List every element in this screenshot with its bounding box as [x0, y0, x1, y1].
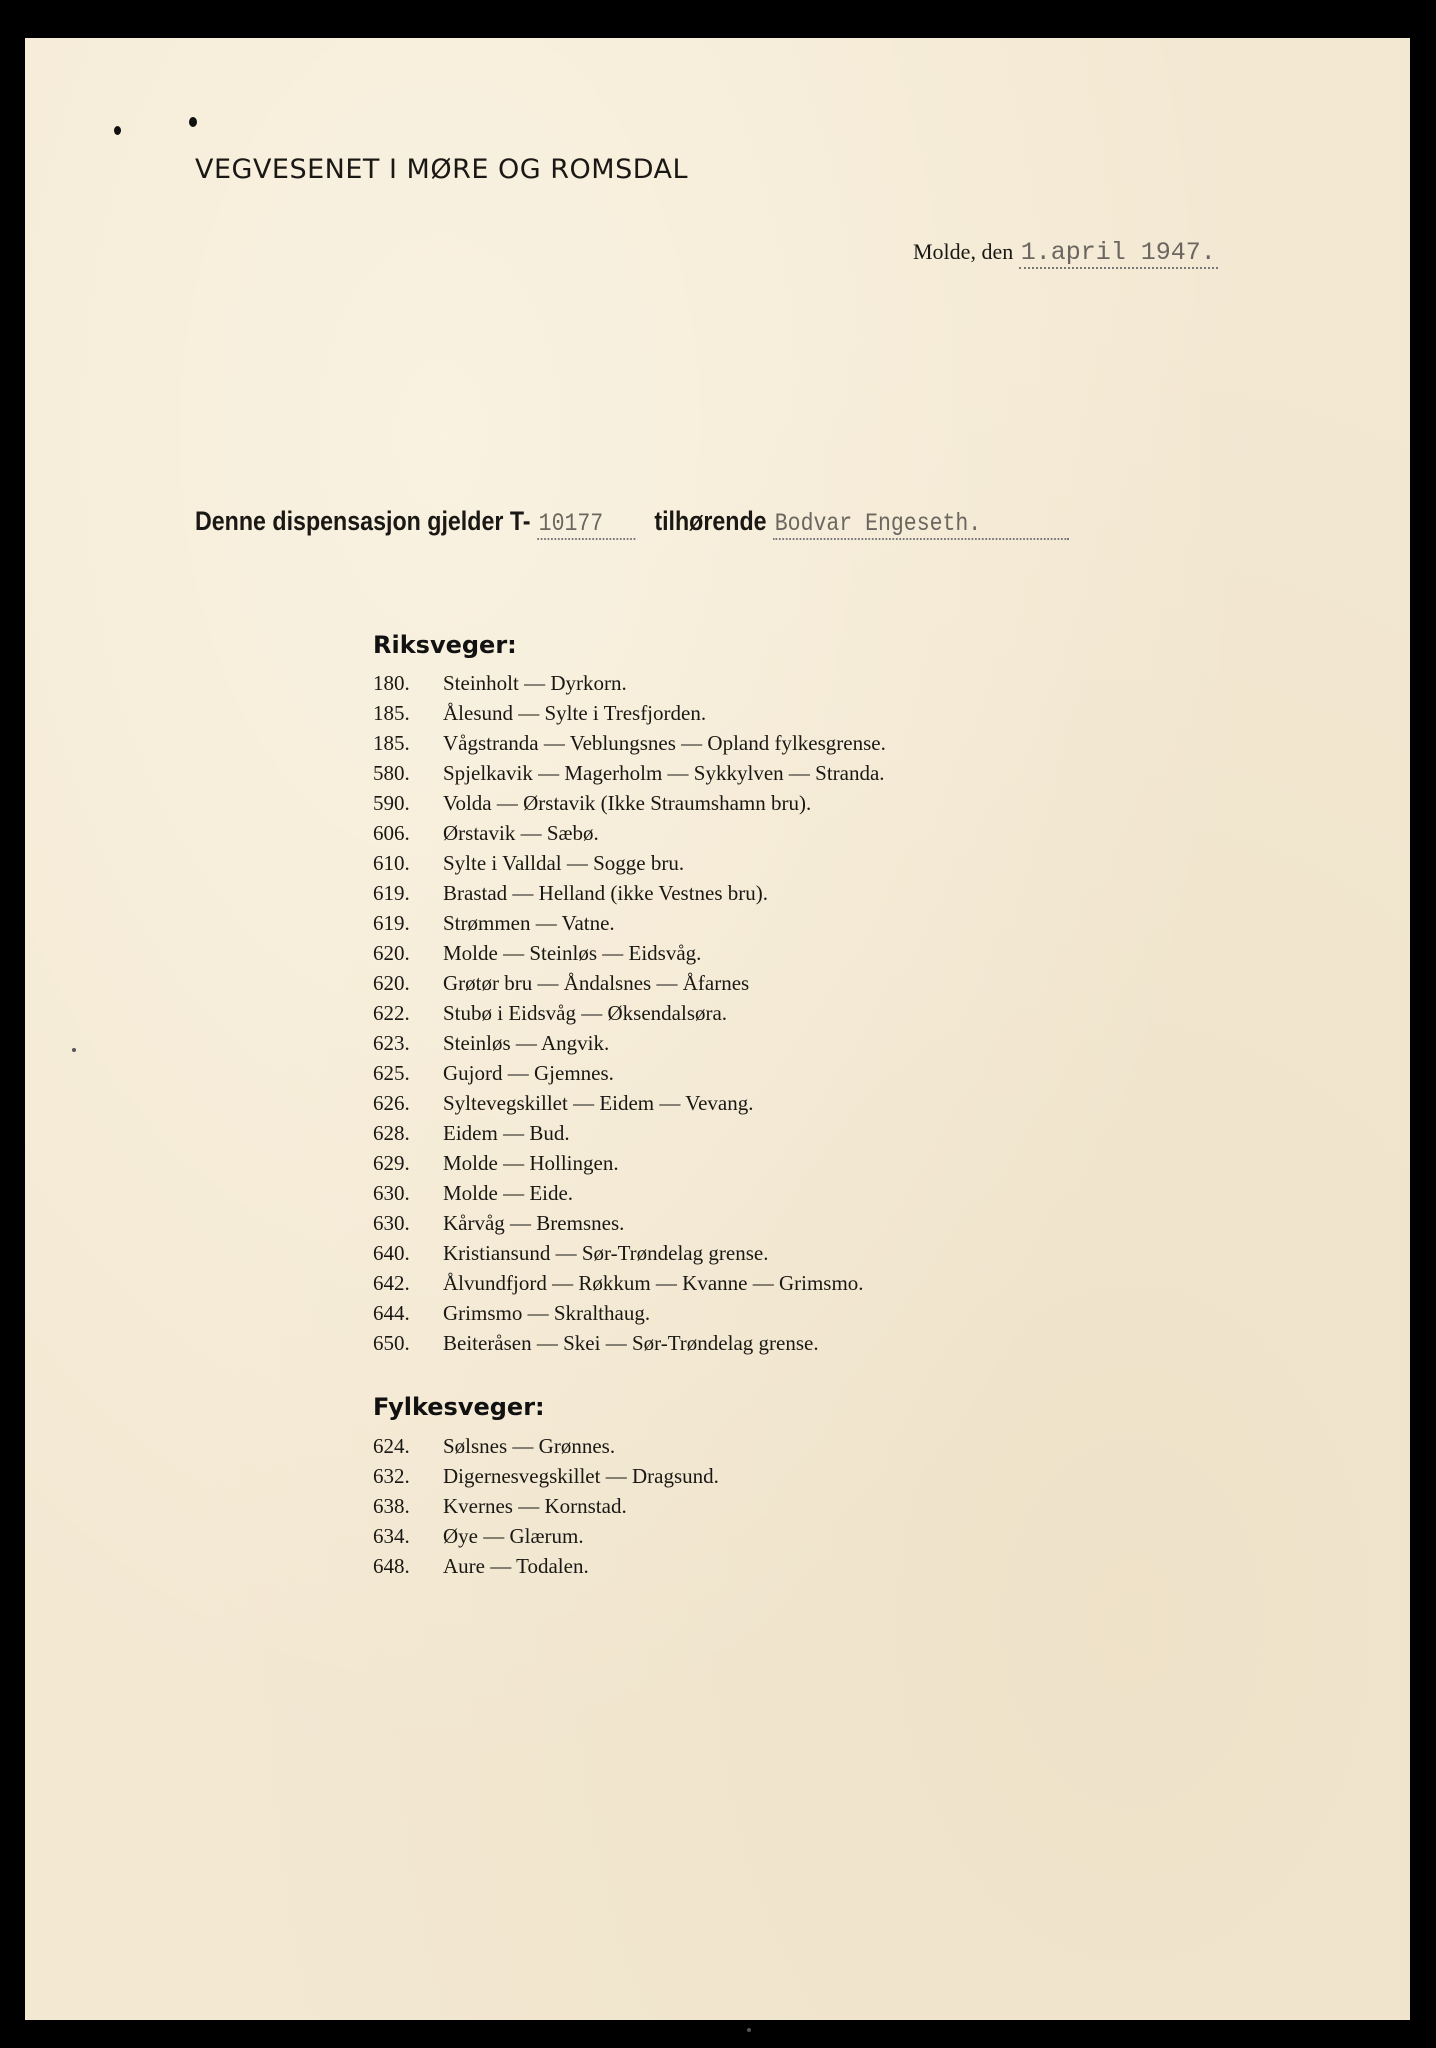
route-number: 626. [373, 1091, 410, 1115]
fylkesveger-list [373, 1431, 719, 1581]
route-number: 642. [373, 1271, 410, 1295]
route-number: 648. [373, 1554, 410, 1578]
punch-hole [114, 126, 121, 135]
route-row [373, 1551, 719, 1581]
route-name: Ørstavik — Sæbø. [443, 821, 599, 845]
route-row [373, 1208, 886, 1238]
route-row [373, 968, 886, 998]
route-number: 638. [373, 1494, 410, 1518]
route-number: 610. [373, 851, 410, 875]
vehicle-number-field: 10177 [537, 509, 635, 540]
route-row [373, 998, 886, 1028]
route-row [373, 1461, 719, 1491]
route-row [373, 818, 886, 848]
paper-speck [72, 1048, 76, 1052]
route-row [373, 1268, 886, 1298]
route-number: 640. [373, 1241, 410, 1265]
route-name: Spjelkavik — Magerholm — Sykkylven — Stranda. [443, 761, 885, 785]
route-number: 628. [373, 1121, 410, 1145]
route-name: Stubø i Eidsvåg — Øksendalsøra. [443, 1001, 728, 1025]
dateline-prefix: Molde, den [913, 239, 1014, 264]
route-row [373, 908, 886, 938]
route-number: 185. [373, 701, 410, 725]
route-name: Eidem — Bud. [443, 1121, 570, 1145]
route-name: Kårvåg — Bremsnes. [443, 1211, 625, 1235]
route-row [373, 1088, 886, 1118]
route-name: Sølsnes — Grønnes. [443, 1434, 616, 1458]
route-name: Molde — Steinløs — Eidsvåg. [443, 941, 702, 965]
route-number: 625. [373, 1061, 410, 1085]
route-name: Steinløs — Angvik. [443, 1031, 610, 1055]
dispensation-line [195, 506, 1069, 540]
route-row [373, 938, 886, 968]
route-number: 630. [373, 1181, 410, 1205]
route-name: Digernesvegskillet — Dragsund. [443, 1464, 719, 1488]
route-row [373, 1178, 886, 1208]
route-number: 620. [373, 941, 410, 965]
route-number: 623. [373, 1031, 410, 1055]
route-row [373, 1058, 886, 1088]
route-name: Molde — Hollingen. [443, 1151, 619, 1175]
route-name: Strømmen — Vatne. [443, 911, 615, 935]
route-row [373, 1328, 886, 1358]
route-number: 624. [373, 1434, 410, 1458]
route-name: Beiteråsen — Skei — Sør-Trøndelag grense. [443, 1331, 819, 1355]
punch-hole [189, 117, 197, 127]
date-field: 1.april 1947. [1020, 238, 1216, 267]
route-name: Brastad — Helland (ikke Vestnes bru). [443, 881, 769, 905]
route-name: Ålvundfjord — Røkkum — Kvanne — Grimsmo. [443, 1271, 864, 1295]
riksveger-list [373, 668, 886, 1358]
route-number: 622. [373, 1001, 410, 1025]
route-row [373, 1431, 719, 1461]
owner-name-field: Bodvar Engeseth. [773, 509, 1069, 540]
route-number: 180. [373, 671, 410, 695]
route-row [373, 1491, 719, 1521]
route-number: 634. [373, 1524, 410, 1548]
route-row [373, 1118, 886, 1148]
route-row [373, 848, 886, 878]
route-name: Syltevegskillet — Eidem — Vevang. [443, 1091, 754, 1115]
route-name: Vågstranda — Veblungsnes — Opland fylkesgrense. [443, 731, 886, 755]
route-name: Steinholt — Dyrkorn. [443, 671, 627, 695]
dateline [913, 238, 1218, 267]
route-row [373, 1028, 886, 1058]
riksveger-heading: Riksveger: [373, 631, 517, 659]
route-name: Ålesund — Sylte i Tresfjorden. [443, 701, 707, 725]
route-name: Volda — Ørstavik (Ikke Straumshamn bru). [443, 791, 812, 815]
route-name: Gujord — Gjemnes. [443, 1061, 614, 1085]
fylkesveger-heading: Fylkesveger: [373, 1393, 545, 1421]
route-number: 650. [373, 1331, 410, 1355]
route-name: Molde — Eide. [443, 1181, 574, 1205]
route-row [373, 698, 886, 728]
route-number: 630. [373, 1211, 410, 1235]
owner-label: tilhørende [654, 506, 767, 536]
paper-speck [747, 2028, 751, 2032]
dispensation-label: Denne dispensasjon gjelder T- [195, 506, 531, 536]
route-row [373, 1298, 886, 1328]
route-number: 620. [373, 971, 410, 995]
route-name: Kristiansund — Sør-Trøndelag grense. [443, 1241, 769, 1265]
route-number: 632. [373, 1464, 410, 1488]
route-number: 580. [373, 761, 410, 785]
route-name: Grøtør bru — Åndalsnes — Åfarnes [443, 971, 750, 995]
route-number: 644. [373, 1301, 410, 1325]
route-row [373, 1148, 886, 1178]
route-row [373, 668, 886, 698]
route-row [373, 1521, 719, 1551]
letterhead: VEGVESENET I MØRE OG ROMSDAL [195, 154, 689, 185]
route-row [373, 728, 886, 758]
route-number: 185. [373, 731, 410, 755]
route-row [373, 1238, 886, 1268]
route-name: Aure — Todalen. [443, 1554, 589, 1578]
route-number: 590. [373, 791, 410, 815]
route-number: 606. [373, 821, 410, 845]
route-number: 619. [373, 911, 410, 935]
route-name: Øye — Glærum. [443, 1524, 584, 1548]
route-number: 629. [373, 1151, 410, 1175]
route-row [373, 758, 886, 788]
route-row [373, 788, 886, 818]
route-name: Kvernes — Kornstad. [443, 1494, 627, 1518]
route-name: Grimsmo — Skralthaug. [443, 1301, 651, 1325]
route-name: Sylte i Valldal — Sogge bru. [443, 851, 685, 875]
route-number: 619. [373, 881, 410, 905]
route-row [373, 878, 886, 908]
